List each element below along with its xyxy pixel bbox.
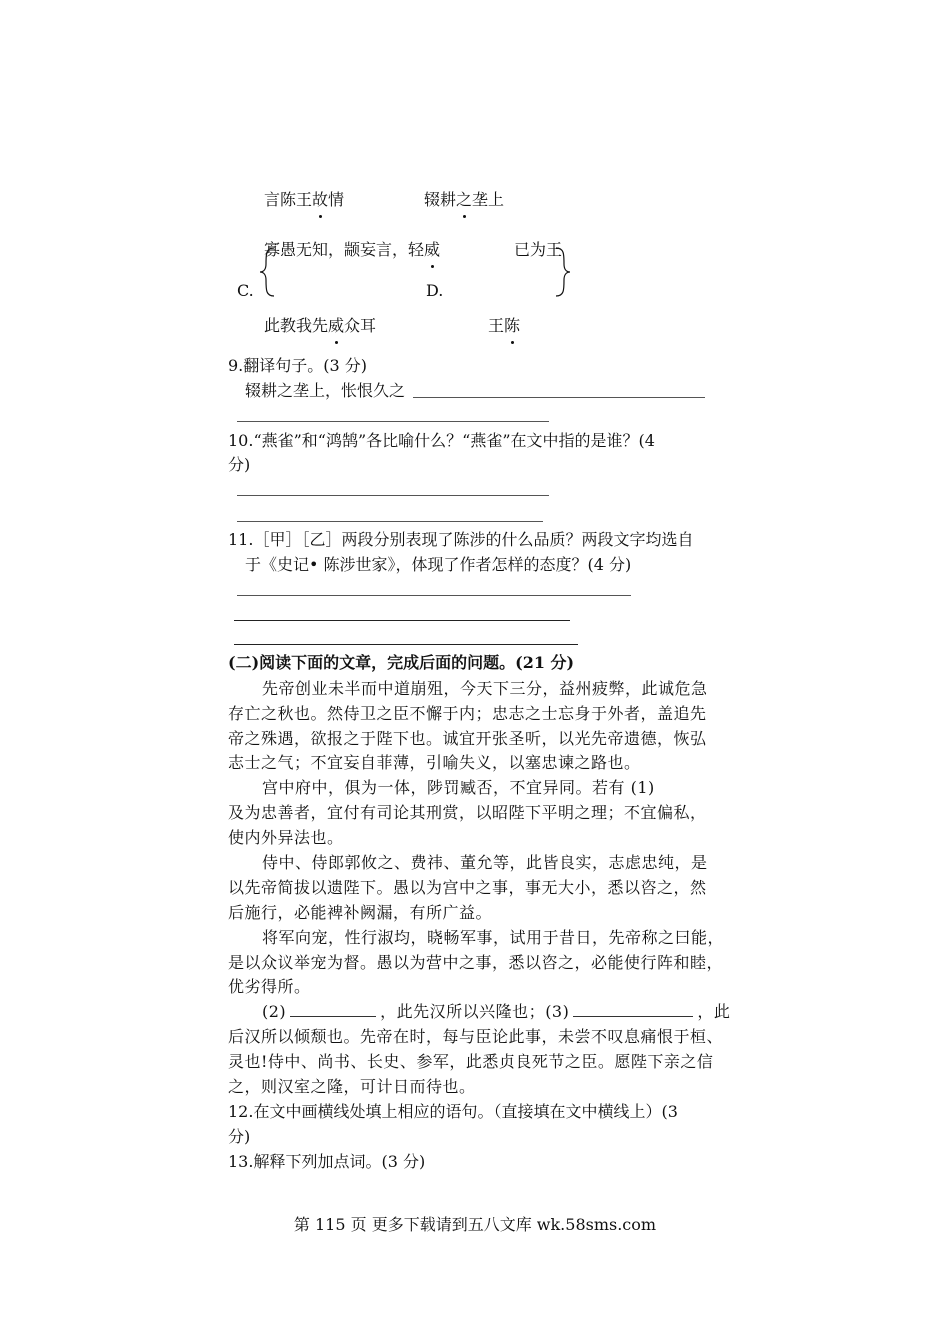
- q13-title: 13.解释下列加点词。(3 分): [228, 1152, 426, 1171]
- option-c-mid: 寡愚无知，颛妄言，轻威: [264, 240, 441, 259]
- q10-answer-line-2[interactable]: [237, 521, 543, 522]
- option-d-brace: [552, 246, 572, 298]
- option-c-top-right: 辍耕之垄上: [424, 190, 505, 209]
- p4-line-2: 是以众议举宠为督。愚以为营中之事，悉以咨之，必能使行阵和睦，: [228, 953, 724, 972]
- p2-line-3: 使内外异法也。: [228, 828, 344, 847]
- q9-answer-line-1[interactable]: [413, 397, 705, 398]
- q9-answer-line-2[interactable]: [237, 421, 549, 422]
- q11-line-1: 11.［甲］［乙］两段分别表现了陈涉的什么品质？两段文字均选自: [228, 530, 694, 549]
- p5-line-1: (2) ，此先汉所以兴隆也；(3) ，此: [262, 1002, 731, 1021]
- p3-line-3: 后施行，必能裨补阙漏，有所广益。: [228, 903, 493, 922]
- option-c-bottom: 此教我先威众耳: [264, 316, 377, 335]
- option-c-top-left: 言陈王故情: [264, 190, 345, 209]
- q11-answer-line-3[interactable]: [234, 644, 578, 645]
- q9-sentence: 辍耕之垄上，怅恨久之: [245, 381, 406, 400]
- page-footer: 第 115 页 更多下载请到五八文库 wk.58sms.com: [293, 1215, 657, 1234]
- p3-line-2: 以先帝简拔以遗陛下。愚以为宫中之事，事无大小，悉以咨之，然: [228, 878, 707, 897]
- p4-line-1: 将军向宠，性行淑均，晓畅军事，试用于昔日，先帝称之曰能，: [262, 928, 725, 947]
- p1-line-1: 先帝创业未半而中道崩殂，今天下三分，益州疲弊，此诚危急: [262, 679, 708, 698]
- option-c-brace: [258, 246, 278, 298]
- option-d-bottom: 王陈: [488, 316, 521, 335]
- p3-line-1: 侍中、侍郎郭攸之、费祎、董允等，此皆良实，志虑忠纯，是: [262, 853, 708, 872]
- p5-line-4: 之，则汉室之隆，可计日而待也。: [228, 1077, 476, 1096]
- section2-heading: (二)阅读下面的文章，完成后面的问题。(21 分): [228, 653, 575, 672]
- q11-answer-line-1[interactable]: [237, 595, 631, 596]
- p5-line-3: 灵也!侍中、尚书、长史、参军，此悉贞良死节之臣。愿陛下亲之信: [228, 1052, 714, 1071]
- p1-line-4: 志士之气；不宜妄自菲薄，引喻失义，以塞忠谏之路也。: [228, 753, 641, 772]
- option-d-mid: 已为王: [514, 240, 563, 259]
- q9-title: 9.翻译句子。(3 分): [228, 356, 368, 375]
- blank-3[interactable]: [573, 1002, 693, 1017]
- p5-line-2: 后汉所以倾颓也。先帝在时，每与臣论此事，未尝不叹息痛恨于桓、: [228, 1027, 724, 1046]
- q11-answer-line-2[interactable]: [234, 620, 570, 621]
- q10-answer-line-1[interactable]: [237, 495, 549, 496]
- q10-line-1: 10.“燕雀”和“鸿鹄”各比喻什么？“燕雀”在文中指的是谁？(4: [228, 431, 655, 450]
- p2-line-2: 及为忠善者，宜付有司论其刑赏，以昭陛下平明之理；不宜偏私，: [228, 803, 707, 822]
- option-d-label: D.: [426, 281, 444, 300]
- option-c-label: C.: [237, 281, 254, 300]
- q10-line-2: 分): [228, 455, 251, 474]
- p2-line-1: 宫中府中，俱为一体，陟罚臧否，不宜异同。若有 (1): [262, 778, 655, 797]
- q12-line-2: 分): [228, 1127, 251, 1146]
- q11-line-2: 于《史记• 陈涉世家》，体现了作者怎样的态度？(4 分): [245, 555, 632, 574]
- p1-line-2: 存亡之秋也。然侍卫之臣不懈于内；忠志之士忘身于外者，盖追先: [228, 704, 707, 723]
- p1-line-3: 帝之殊遇，欲报之于陛下也。诚宜开张圣听，以光先帝遗德，恢弘: [228, 729, 707, 748]
- p4-line-3: 优劣得所。: [228, 977, 311, 996]
- blank-2[interactable]: [290, 1002, 376, 1017]
- q12-line-1: 12.在文中画横线处填上相应的语句。（直接填在文中横线上）(3: [228, 1102, 678, 1121]
